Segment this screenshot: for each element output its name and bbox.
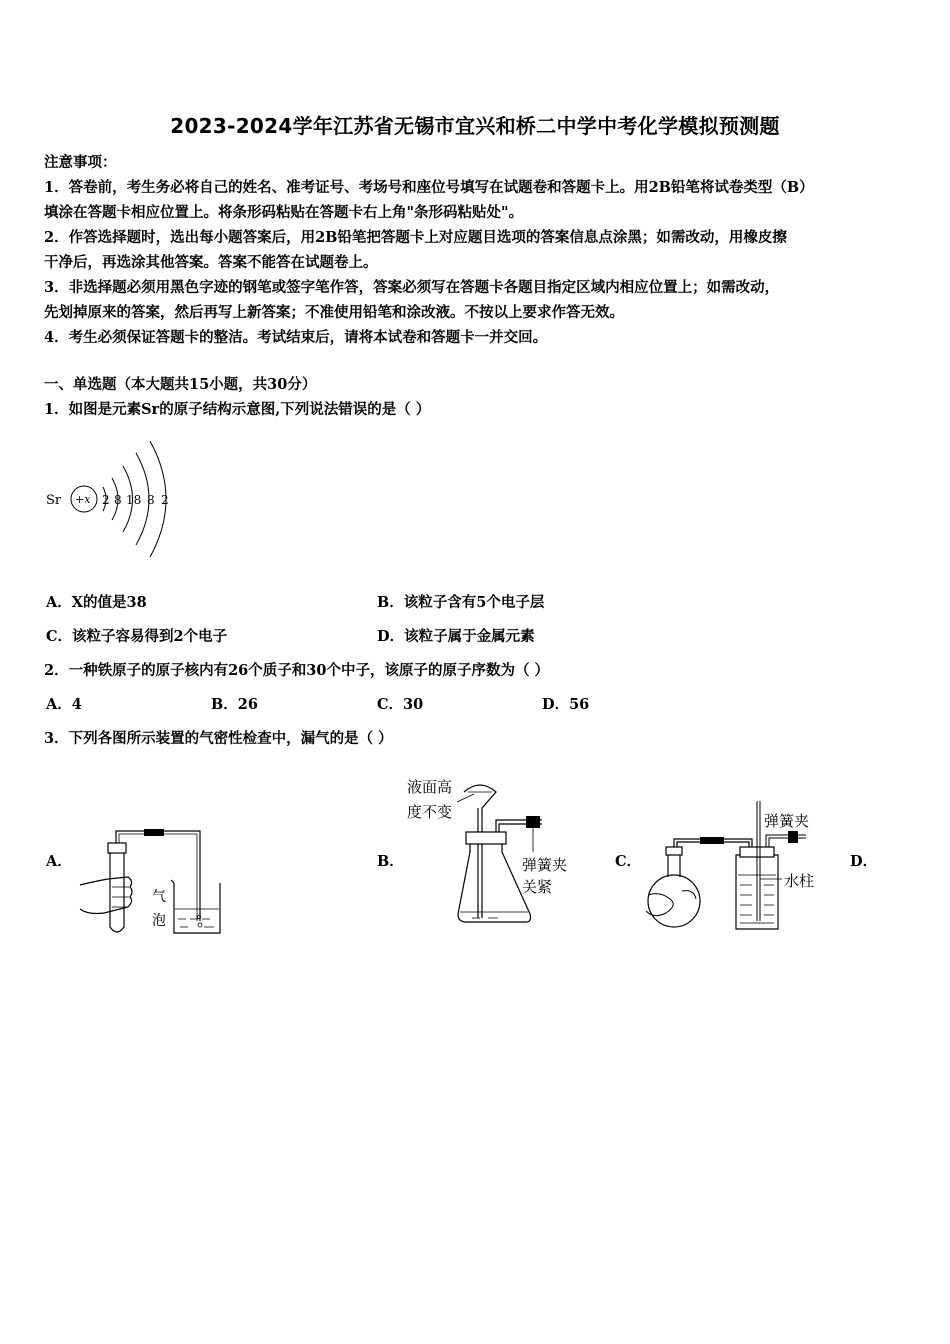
question-3-stem: 3．下列各图所示装置的气密性检查中，漏气的是（ ） — [44, 730, 393, 747]
flask-neck — [668, 853, 680, 877]
nucleus-charge: +x — [75, 493, 91, 506]
notice-line: 填涂在答题卡相应位置上。将条形码粘贴在答题卡右上角"条形码粘贴处"。 — [44, 204, 524, 221]
element-symbol: Sr — [46, 493, 62, 508]
side-outlet — [766, 835, 806, 847]
fig-b-label-2: 度不变 — [407, 803, 453, 821]
q2-option-a[interactable]: A．4 — [46, 696, 82, 713]
shell-electron-count: 8 — [114, 493, 122, 507]
fig-a-label-2: 泡 — [152, 913, 166, 929]
round-flask — [648, 875, 700, 927]
q2-option-c[interactable]: C．30 — [377, 696, 424, 713]
notice-line: 干净后，再选涂其他答案。答案不能答在试题卷上。 — [44, 254, 378, 271]
long-tube — [757, 801, 760, 921]
notice-block — [44, 150, 914, 350]
apparatus-figure-a — [74, 825, 224, 937]
delivery-tube — [116, 831, 200, 921]
fig-c-label-2: 水柱 — [784, 872, 815, 890]
conical-flask — [458, 842, 531, 922]
pointer-line — [457, 794, 474, 802]
section-heading: 一、单选题（本大题共15小题，共30分） — [44, 376, 317, 393]
flask-stopper — [666, 847, 682, 855]
q3-option-c[interactable]: C． — [615, 853, 642, 870]
shell-electron-count: 2 — [161, 493, 169, 507]
shell-electron-count: 8 — [147, 493, 155, 507]
liquid-level — [460, 912, 528, 918]
notice-line: 1．答卷前，考生务必将自己的姓名、准考证号、考场号和座位号填写在试题卷和答题卡上。用2B铅笔将试卷类型（B） — [44, 179, 814, 196]
hands-icon — [646, 891, 696, 916]
q2-option-d[interactable]: D．56 — [542, 696, 590, 713]
question-2-stem: 2．一种铁原子的原子核内有26个质子和30个中子，该原子的原子序数为（ ） — [44, 662, 549, 679]
fig-a-label-1: 气 — [152, 889, 166, 905]
rubber-connector — [700, 837, 724, 844]
q1-option-c[interactable]: C．该粒子容易得到2个电子 — [46, 628, 228, 645]
q3-option-d[interactable]: D． — [850, 853, 878, 870]
rubber-connector — [144, 829, 164, 836]
bubble — [198, 923, 202, 927]
q2-option-b[interactable]: B．26 — [211, 696, 258, 713]
shell-electron-count: 18 — [126, 493, 142, 507]
hand-finger-lines — [112, 887, 129, 907]
shell-electron-count: 2 — [102, 493, 110, 507]
flask-stopper — [466, 832, 506, 844]
test-tube — [110, 847, 124, 932]
funnel — [464, 785, 496, 918]
q3-option-a[interactable]: A． — [46, 853, 72, 870]
fig-c-label-1: 弹簧夹 — [764, 812, 810, 830]
q1-option-d[interactable]: D．该粒子属于金属元素 — [377, 628, 535, 645]
notice-line: 2．作答选择题时，选出每小题答案后，用2B铅笔把答题卡上对应题目选项的答案信息点涂黑；如需改动，用橡皮擦 — [44, 229, 787, 246]
page-title: 2023-2024学年江苏省无锡市宜兴和桥二中学中考化学模拟预测题 — [170, 114, 780, 138]
q3-option-b[interactable]: B． — [377, 853, 404, 870]
beaker — [171, 880, 220, 933]
delivery-tube-inner — [119, 834, 197, 921]
notice-heading: 注意事项： — [44, 154, 117, 171]
notice-line: 3．非选择题必须用黑色字迹的钢笔或签字笔作答，答案必须写在答题卡各题目指定区域内相应位置上；如需改动， — [44, 279, 780, 296]
fig-b-label-1: 液面高 — [407, 778, 453, 796]
notice-line: 4．考生必须保证答题卡的整洁。考试结束后，请将本试卷和答题卡一并交回。 — [44, 329, 548, 346]
notice-line: 先划掉原来的答案，然后再写上新答案；不准使用铅笔和涂改液。不按以上要求作答无效。 — [44, 304, 624, 321]
apparatus-figure-c — [640, 795, 830, 933]
fig-b-label-3: 弹簧夹 — [522, 856, 568, 874]
atom-structure-diagram — [40, 438, 190, 563]
spring-clip — [788, 831, 798, 843]
q1-option-a[interactable]: A．X的值是38 — [46, 594, 147, 611]
fig-b-label-4: 关紧 — [522, 878, 553, 896]
q1-option-b[interactable]: B．该粒子含有5个电子层 — [377, 594, 545, 611]
apparatus-figure-b — [402, 772, 587, 930]
question-1-stem: 1．如图是元素Sr的原子结构示意图,下列说法错误的是（ ） — [44, 401, 431, 418]
stopper — [108, 843, 126, 853]
clip — [526, 816, 540, 828]
